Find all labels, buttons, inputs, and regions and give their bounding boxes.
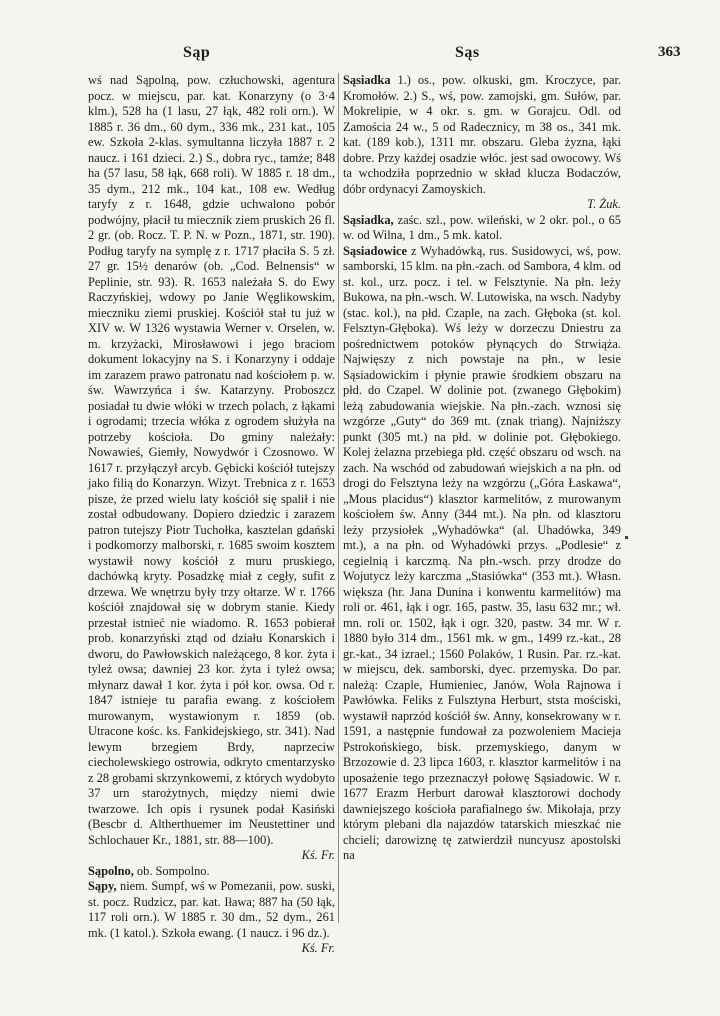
entry-sapolna-continued: [88, 73, 335, 864]
entry-text: zaśc. szl., pow. wileński, w 2 okr. pol., o 65 w. od Wilna, 1 dm., 5 mk. katol.: [343, 212, 621, 242]
entry-sasiadka-2: [343, 213, 621, 244]
entry-text: z Wyhadówką, rus. Susidowyci, wś, pow. samborski, 15 klm. na płn.-zach. od Sambora, 4 klm. od st. kol., urz. pocz. i tel. w Felsztynie. Na płn. leży Bukowa, na płn.-wsch. W. Lutowiska, na wsch. Nadyby (stac. kol.), na płd. Czaple, na zach. Głęboka (st. kol. Felsztyn-Głęboka). Wś leży w dorzeczu Dniestru za pośrednictwem potoków płynących do Strwiąża. Najwięszy z nich powstaje na płn., w lesie Sąsiadowickim i płynie prawie środkiem obszaru na płd. do Czapel. W dolinie pot. (zwanego Głębokim) leżą zabudowania wiejskie. Na płn.-zach. wznosi się wzgórze „Guty“ do 369 mt. (znak triang). Najniższy punkt (305 mt.) na płd. w dolinie pot. Głębokiego. Kolej żelazna przebiega płd. część obszaru od wsch. na zach. Na wschód od zabudowań wiejskich a na płn. od drogi do Felsztyna leży na wzgórzu („Góra Łaskawa“, „Mous placidus“) klasztor karmelitów, z murowanym kościołem św. Anny (344 mt.). Na płn. od klasztoru leży przysiołek „Wyhadówka“ (al. Uhadówka, 349 mt.), a na płn. od Wyhadówki przys. „Podlesie“ z cegielnią i karczmą. Na płn.-wsch. przy drodze do Wojutycz leży karczma „Stasiówka“ (353 mt.). Własn. większa (hr. Jana Dunina i konwentu karmelitów) ma roli or. 461, łąk i ogr. 165, pastw. 35, lasu 632 mr.; wł. mn. roli or. 1502, łąk i ogr. 320, pastw. 34 mr. W r. 1880 było 314 dm., 1561 mk. w gm., 1499 rz.-kat., 28 gr.-kat., 34 izrael.; 1560 Polaków, 1 Rusin. Par. rz.-kat. w miejscu, dek. samborski, dyec. przemyska. Do par. należą: Czaple, Humieniec, Janów, Wola Rajnowa i Pawłówka. Feliks z Fulsztyna Herburt, ststa mościski, wystawił naprzód kościół św. Anny, konsekrowany w r. 1591, a następnie fundował za pozwoleniem Macieja Pstrokońskiego, bisk. przemyskiego, danym w Brzozowie d. 23 lipca 1603, r. klasztor karmelitów i na uposażenie tego przeznaczył połowę Sąsiadowic. W r. 1677 Erazm Herburt darował klasztorowi dochody dawniejszego kościoła parafialnego św. Mikołaja, przy którym plebani dla najazdów tatarskich mieszkać nie chcieli; darowiznę tę zatwierdził nuncyusz apostolski na: [343, 243, 621, 862]
scan-speck: [625, 536, 628, 539]
page-header: [0, 44, 720, 68]
entry-text: 1.) os., pow. olkuski, gm. Kroczyce, par. Kromołów. 2.) S., wś, pow. zamojski, gm. Sułów, par. Mokrelipie, w 4 okr. s. gm. w Gorajcu. Odl. od Zamościa 24 w., 5 od Radecznicy, m 38 os., 341 mk. kat. (189 kob.), 1311 mr. obszaru. Gleba żyzna, łąki dobre. Przy każdej osadzie włóc. jest sad owocowy. Wś ta wchodziła poprzednio w skład klucza Bodaczów, dóbr ordynacyi Zamoyskich.: [343, 73, 621, 196]
author-signature: Kś. Fr.: [301, 848, 335, 862]
page-number: 363: [658, 44, 681, 60]
running-head-left: Sąp: [183, 44, 211, 61]
entry-text: niem. Sumpf, wś w Pomezanii, pow. suski, st. pocz. Rudzicz, par. kat. Iława; 887 ha (50 łąk, 117 roli orn.). W 1885 r. 30 dm., 52 dym., 261 mk. (1 katol.). Szkoła ewang. (1 naucz. i 96 dz.).: [88, 879, 335, 940]
entry-sapy: [88, 879, 335, 957]
right-column: [343, 73, 621, 864]
column-divider: [338, 73, 339, 923]
running-head-right: Sąs: [455, 44, 480, 61]
entry-sapolno: [88, 864, 335, 880]
entry-sasiadka-1: [343, 73, 621, 213]
entry-headword: Sąsiadka,: [343, 212, 394, 227]
entry-headword: Sąsiadka: [343, 73, 391, 87]
entry-headword: Sąpy,: [88, 879, 117, 893]
entry-text: ob. Sompolno.: [136, 863, 210, 878]
entry-text: wś nad Sąpolną, pow. człuchowski, agentura pocz. w miejscu, par. kat. Konarzyny (o 3·4 klm.), 528 ha (1 lasu, 27 łąk, 482 roli orn.). W 1885 r. 36 dm., 60 dym., 336 mk., 231 kat., 105 ew. Szkoła 2-klas. symultanna liczyła 1887 r. 2 naucz. i 161 dzieci. 2.) S., dobra ryc., tamże; 848 ha (57 lasu, 58 łąk, 668 roli). W 1885 r. 18 dm., 35 dym., 212 mk., 104 kat., 108 ew. Według taryfy z r. 1648, gdzie uchwalono pobór podwójny, płacił tu miecznik ziem pruskich 26 fl. 2 gr. (ob. Rocz. T. P. N. w Pozn., 1871, str. 190). Podług taryfy na symplę z r. 1717 płaciła S. 5 zł. 27 gr. 15½ denarów (ob. „Cod. Belnensis“ w Peplinie, str. 93). R. 1653 należała S. do Ewy Raczyńskiej, wdowy po Janie Węglikowskim, mieczniku ziemi pruskiej. Kościół stał tu już w XIV w. W 1326 wystawia Werner v. Orselen, w. m. krzyżacki, Mirosławowi i jego braciom dokument lokacyjny na S. i Konarzyny i oddaje im zarazem prawo patronatu nad kościołem p. w. św. Wawrzyńca i św. Katarzyny. Proboszcz posiadał tu dwie włóki w trzech polach, z łąkami i ogrodami; trzecia włóka z ogrodem służyła na potrzeby kościoła. Do gminy należały: Nowawieś, Giemły, Nowydwór i Czosnowo. W 1617 r. przyłączył arcyb. Gębicki kościół tutejszy jako filią do Konarzyn. Wizyt. Trebnica z r. 1653 pisze, że przed wielu laty kościół się spalił i nie został odbudowany. Dopiero dziedzic i zarazem patron tutejszy Piotr Tuchołka, kasztelan gdański i podkomorzy malborski, r. 1685 swoim kosztem wystawił nowy kościół z muru pruskiego, dachówką kryty. Posadzkę miał z cegły, sufit z drzewa. We wnętrzu były trzy ołtarze. W r. 1766 kościół znajdował się w dobrym stanie. Kiedy przestał istnieć nie wiadomo. R. 1653 pobierał prob. konarzyński ztąd od działu Konarskich i dworu, do Pawłowskich należącego, 8 kor. żyta i tyleż owsa; dawniej 23 kor. żyta i tyleż owsa; młynarz dawał 1 kor. żyta i pół kor. owsa. Od r. 1847 istnieje tu parafia ewang. z kościołem murowanym, wystawionym r. 1859 (ob. Utracone kośc. ks. Fankidejskiego, str. 341). Nad lewym brzegiem Brdy, naprzeciw ciecholewskiego ostrowia, odkryto cmentarzysko z 28 grobami skrzynkowemi, z których wydobyto 37 urn starożytnych, między niemi dwie twarzowe. Ich opis i rysunek podał Kasiński (Bescbr d. Altherthuemer im Neustettiner und Schlochauer Kr., 1881, str. 88—100).: [88, 73, 335, 847]
left-column: [88, 73, 335, 957]
author-signature: T. Żuk.: [587, 197, 621, 211]
entry-headword: Sąpolno,: [88, 863, 134, 878]
entry-sasiadowice: [343, 244, 621, 864]
entry-headword: Sąsiadowice: [343, 243, 408, 258]
author-signature: Kś. Fr.: [301, 941, 335, 955]
